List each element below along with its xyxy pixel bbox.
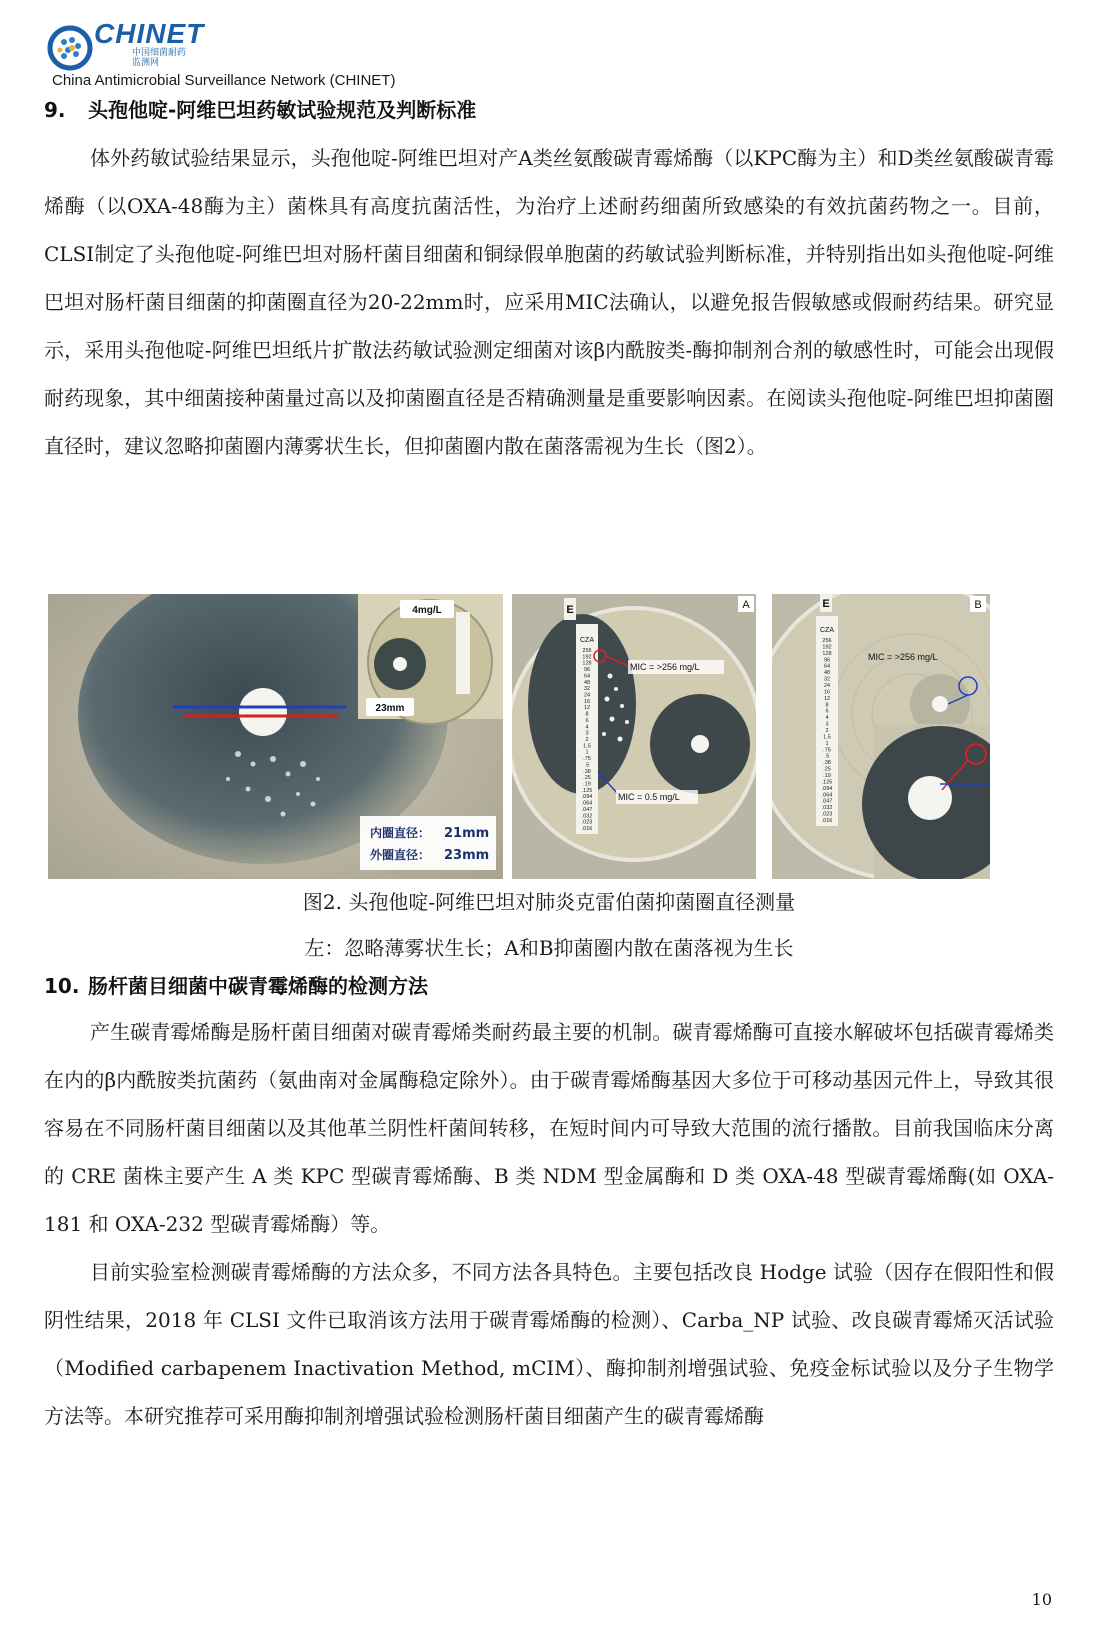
page-number: 10 bbox=[1031, 1590, 1052, 1609]
strip-scale-label: 96 bbox=[823, 657, 831, 664]
figure-panel-a bbox=[512, 594, 756, 879]
strip-scale-label: 12 bbox=[823, 695, 831, 702]
strip-scale-label: .023 bbox=[581, 819, 593, 826]
strip-scale-label: .094 bbox=[581, 794, 593, 801]
panel-b-mic: MIC = >256 mg/L bbox=[868, 652, 938, 662]
strip-scale-label: 24 bbox=[823, 683, 831, 689]
inset-zone-label: 23mm bbox=[375, 703, 405, 714]
inset-concentration-label: 4mg/L bbox=[412, 605, 442, 616]
strip-scale-label: .5 bbox=[824, 753, 830, 760]
strip-scale-label: .5 bbox=[584, 762, 590, 769]
section-10-body bbox=[44, 1008, 1054, 1440]
strip-scale-label: .023 bbox=[821, 811, 833, 818]
panel-a-strip-code: CZA bbox=[580, 637, 594, 644]
inner-diameter-label: 内圈直径： bbox=[370, 826, 431, 840]
strip-scale-label: .75 bbox=[583, 756, 591, 763]
panel-b-tag: B bbox=[974, 599, 982, 611]
section-9-number: 9. bbox=[44, 98, 66, 122]
panel-a-strip-logo: E bbox=[566, 604, 574, 616]
strip-scale-label: .25 bbox=[823, 766, 831, 773]
figure-panel-b bbox=[772, 594, 990, 879]
strip-scale-label: 8 bbox=[825, 702, 829, 709]
section-10-paragraph-1: 产生碳青霉烯酶是肠杆菌目细菌对碳青霉烯类耐药最主要的机制。碳青霉烯酶可直接水解破坏包括碳青霉烯类在内的β内酰胺类抗菌药（氨曲南对金属酶稳定除外）。由于碳青霉烯酶基因大多位于可移动基因元件上，导致其很容易在不同肠杆菌目细菌以及其他革兰阴性杆菌间转移，在短时间内可导致大范围的流行播散。目前我国临床分离的 CRE 菌株主要产生 A 类 KPC 型碳青霉烯酶、B 类 NDM 型金属酶和 D 类 OXA-48 型碳青霉烯酶(如 OXA-181 和 OXA-232 型碳青霉烯酶）等。 bbox=[44, 1020, 1054, 1236]
section-10-title: 肠杆菌目细菌中碳青霉烯酶的检测方法 bbox=[88, 974, 428, 998]
strip-scale-label: 256 bbox=[582, 648, 592, 654]
strip-scale-label: 12 bbox=[583, 705, 591, 712]
strip-scale-label: .125 bbox=[821, 779, 833, 786]
section-10-heading bbox=[44, 970, 428, 999]
page-header bbox=[40, 8, 640, 88]
strip-scale-label: .016 bbox=[821, 818, 833, 824]
strip-scale-label: .094 bbox=[821, 785, 833, 792]
figure-left-plate bbox=[48, 594, 503, 879]
outer-diameter-label: 外圈直径： bbox=[370, 848, 431, 862]
panel-a-mic-high: MIC = >256 mg/L bbox=[630, 662, 700, 672]
strip-scale-label: 6 bbox=[825, 708, 829, 715]
strip-scale-label: 4 bbox=[825, 715, 829, 722]
panel-b-strip-code: CZA bbox=[820, 627, 834, 634]
strip-scale-label: .19 bbox=[823, 773, 831, 779]
section-9-heading bbox=[44, 94, 476, 123]
strip-scale-label: 8 bbox=[585, 711, 589, 718]
figure-caption-title: 图2. 头孢他啶-阿维巴坦对肺炎克雷伯菌抑菌圈直径测量 bbox=[302, 890, 796, 914]
strip-scale-label: 16 bbox=[823, 689, 831, 696]
strip-scale-label: .19 bbox=[583, 781, 591, 788]
strip-scale-label: 16 bbox=[583, 698, 591, 705]
strip-scale-label: 2 bbox=[585, 737, 589, 743]
strip-scale-label: .047 bbox=[581, 806, 593, 813]
chinet-logo-subtext: 中国细菌耐药监测网 bbox=[132, 48, 187, 68]
strip-scale-label: 1.5 bbox=[583, 743, 591, 750]
strip-scale-label: 3 bbox=[585, 730, 589, 737]
strip-scale-label: 1.5 bbox=[823, 734, 831, 741]
strip-scale-label: 32 bbox=[823, 676, 831, 683]
strip-scale-label: 4 bbox=[585, 724, 589, 731]
strip-scale-label: 48 bbox=[583, 679, 591, 686]
strip-scale-label: .032 bbox=[581, 813, 593, 820]
panel-a-tag: A bbox=[742, 599, 750, 611]
outer-diameter-value: 23mm bbox=[444, 848, 490, 863]
strip-scale-label: 24 bbox=[583, 692, 591, 699]
section-9-paragraph: 体外药敏试验结果显示，头孢他啶-阿维巴坦对产A类丝氨酸碳青霉烯酶（以KPC酶为主）和D类丝氨酸碳青霉烯酶（以OXA-48酶为主）菌株具有高度抗菌活性，为治疗上述耐药细菌所致感染的有效抗菌药物之一。目前，CLSI制定了头孢他啶-阿维巴坦对肠杆菌目细菌和铜绿假单胞菌的药敏试验判断标准，并特别指出如头孢他啶-阿维巴坦对肠杆菌目细菌的抑菌圈直径为20-22mm时，应采用MIC法确认，以避免报告假敏感或假耐药结果。研究显示，采用头孢他啶-阿维巴坦纸片扩散法药敏试验测定细菌对该β内酰胺类-酶抑制剂合剂的敏感性时，可能会出现假耐药现象，其中细菌接种菌量过高以及抑菌圈直径是否精确测量是重要影响因素。在阅读头孢他啶-阿维巴坦抑菌圈直径时，建议忽略抑菌圈内薄雾状生长，但抑菌圈内散在菌落需视为生长（图2）。 bbox=[44, 146, 1054, 458]
strip-scale-label: .047 bbox=[821, 798, 833, 805]
strip-scale-label: 192 bbox=[582, 654, 592, 661]
strip-scale-label: 1 bbox=[585, 749, 589, 756]
strip-scale-label: .25 bbox=[583, 775, 591, 782]
strip-scale-label: 256 bbox=[822, 638, 832, 644]
figure-caption-note: 左：忽略薄雾状生长；A和B抑菌圈内散在菌落视为生长 bbox=[304, 936, 794, 960]
section-10-paragraph-2: 目前实验室检测碳青霉烯酶的方法众多，不同方法各具特色。主要包括改良 Hodge 试验（因存在假阳性和假阴性结果，2018 年 CLSI 文件已取消该方法用于碳青霉烯酶的检测）、Carba_NP 试验、改良碳青霉烯灭活试验（Modified carbapenem Inactivation Method, mCIM）、酶抑制剂增强试验、免疫金标试验以及分子生物学方法等。本研究推荐可采用酶抑制剂增强试验检测肠杆菌目细菌产生的碳青霉烯酶 bbox=[44, 1260, 1054, 1428]
strip-scale-label: .125 bbox=[581, 787, 593, 794]
strip-scale-label: 64 bbox=[823, 663, 831, 670]
strip-scale-label: .016 bbox=[581, 826, 593, 832]
strip-scale-label: 1 bbox=[825, 740, 829, 747]
strip-scale-label: 6 bbox=[585, 717, 589, 724]
strip-scale-label: 192 bbox=[822, 644, 832, 651]
chinet-globe-icon bbox=[46, 20, 98, 72]
section-9-body bbox=[44, 134, 1054, 470]
strip-scale-label: 2 bbox=[825, 728, 829, 734]
panel-a-mic-low: MIC = 0.5 mg/L bbox=[618, 792, 680, 802]
strip-scale-label: .38 bbox=[823, 760, 831, 767]
chinet-logo-text: CHINET bbox=[94, 18, 205, 49]
strip-scale-label: 128 bbox=[582, 660, 592, 667]
strip-scale-label: 96 bbox=[583, 667, 591, 674]
organization-name: China Antimicrobial Surveillance Network (CHINET) bbox=[52, 72, 396, 89]
panel-b-strip-logo: E bbox=[822, 598, 830, 610]
strip-scale-label: 48 bbox=[823, 670, 831, 677]
strip-scale-label: .064 bbox=[821, 792, 833, 799]
section-9-title: 头孢他啶-阿维巴坦药敏试验规范及判断标准 bbox=[88, 98, 477, 122]
strip-scale-label: 3 bbox=[825, 721, 829, 728]
strip-scale-label: 128 bbox=[822, 650, 832, 657]
section-10-number: 10. bbox=[44, 974, 80, 998]
strip-scale-label: .064 bbox=[581, 800, 593, 807]
strip-scale-label: .032 bbox=[821, 805, 833, 812]
strip-scale-label: 64 bbox=[583, 673, 591, 680]
inner-diameter-value: 21mm bbox=[444, 826, 490, 841]
strip-scale-label: .75 bbox=[823, 747, 831, 754]
strip-scale-label: 32 bbox=[583, 686, 591, 693]
strip-scale-label: .38 bbox=[583, 768, 591, 775]
